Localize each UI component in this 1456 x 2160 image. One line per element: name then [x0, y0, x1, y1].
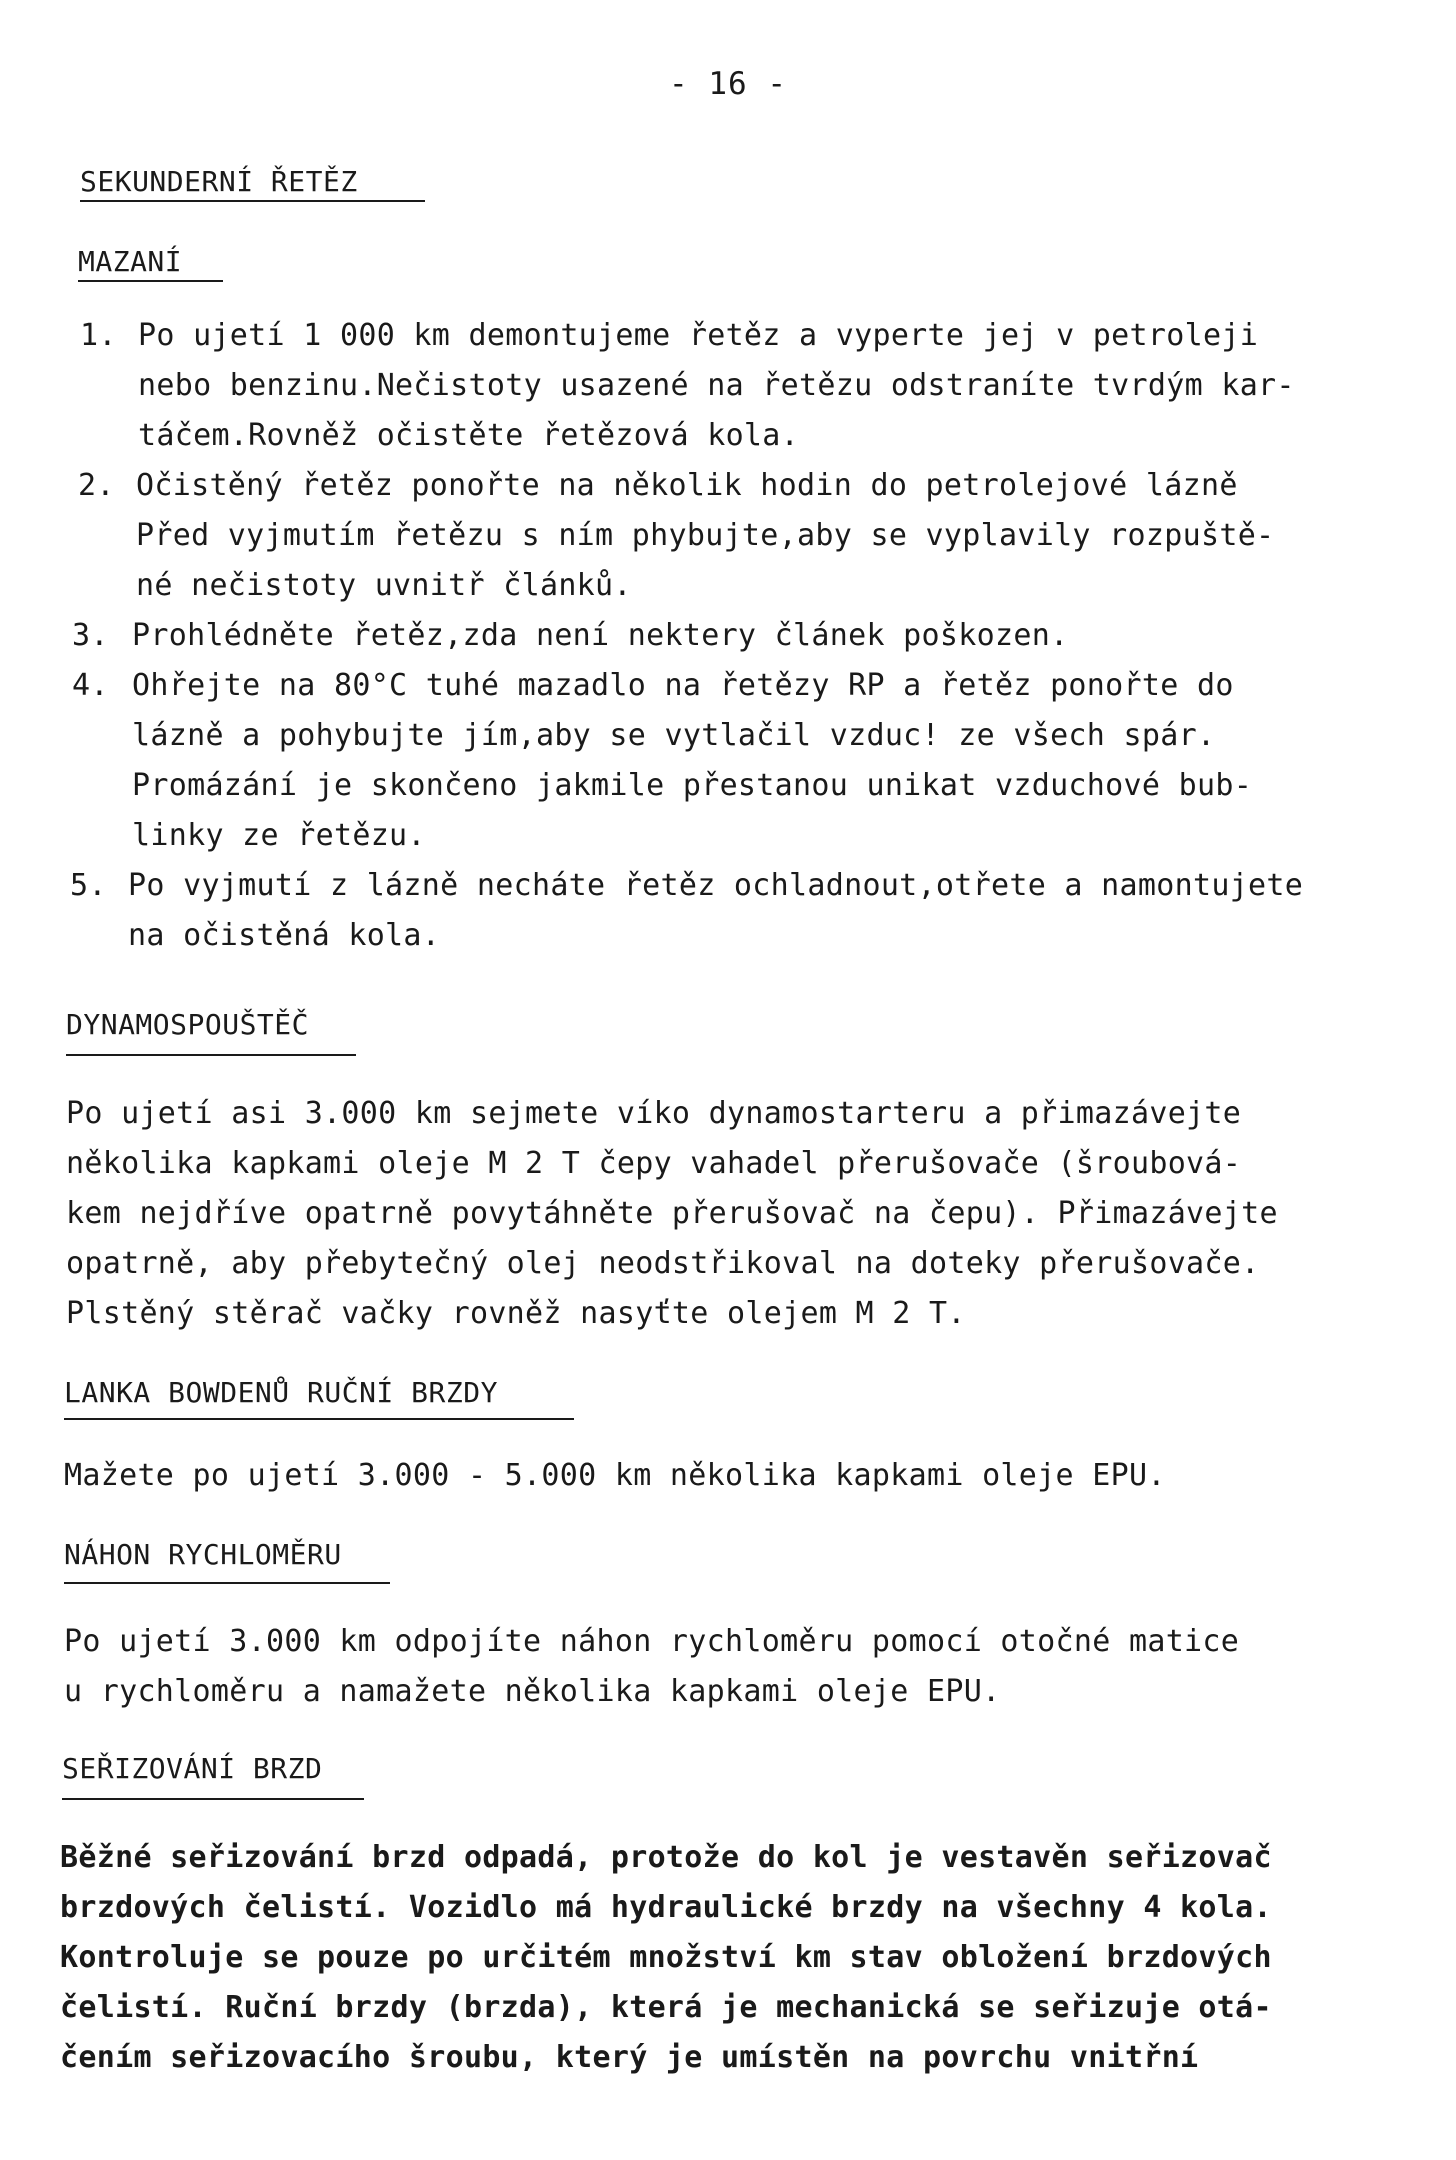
heading-underline	[64, 1418, 574, 1420]
paragraph-line: u rychloměru a namažete několika kapkami oleje EPU.	[64, 1674, 1001, 1709]
paragraph-line: Běžné seřizování brzd odpadá, protože do kol je vestavěn seřizovač	[60, 1840, 1272, 1875]
list-item-number: 1.	[80, 318, 117, 353]
paragraph-line: opatrně, aby přebytečný olej neodstřikoval na doteky přerušovače.	[66, 1246, 1260, 1281]
paragraph-line: Kontroluje se pouze po určitém množství km stav obložení brzdových	[60, 1940, 1272, 1975]
list-item-line: nebo benzinu.Nečistoty usazené na řetězu odstraníte tvrdým kar-	[138, 368, 1295, 403]
section-heading-nahon-rychlomeru: NÁHON RYCHLOMĚRU	[64, 1538, 342, 1571]
heading-underline	[78, 280, 223, 282]
section-heading-serizovani-brzd: SEŘIZOVÁNÍ BRZD	[62, 1752, 323, 1785]
list-item-line: Promázání je skončeno jakmile přestanou unikat vzduchové bub-	[132, 768, 1253, 803]
list-item-line: linky ze řetězu.	[132, 818, 426, 853]
list-item-number: 5.	[70, 868, 107, 903]
heading-underline	[66, 1054, 356, 1056]
list-item-line: Ohřejte na 80°C tuhé mazadlo na řetězy RP a řetěz ponořte do	[132, 668, 1234, 703]
paragraph-line: kem nejdříve opatrně povytáhněte přerušovač na čepu). Přimazávejte	[66, 1196, 1278, 1231]
list-item-number: 4.	[72, 668, 109, 703]
list-item-line: Po ujetí 1 000 km demontujeme řetěz a vyperte jej v petroleji	[138, 318, 1259, 353]
paragraph-line: Mažete po ujetí 3.000 - 5.000 km několika kapkami oleje EPU.	[64, 1458, 1166, 1493]
list-item-line: lázně a pohybujte jím,aby se vytlačil vzduc! ze všech spár.	[132, 718, 1216, 753]
paragraph-line: Po ujetí asi 3.000 km sejmete víko dynamostarteru a přimazávejte	[66, 1096, 1242, 1131]
section-heading-mazani: MAZANÍ	[78, 245, 183, 278]
paragraph-line: čením seřizovacího šroubu, který je umístěn na povrchu vnitřní	[60, 2040, 1199, 2075]
heading-underline	[62, 1798, 364, 1800]
list-item-line: Prohlédněte řetěz,zda není nektery článek poškozen.	[132, 618, 1069, 653]
heading-underline	[80, 200, 425, 202]
section-heading-dynamospoustec: DYNAMOSPOUŠTĚČ	[66, 1008, 310, 1041]
list-item-line: Po vyjmutí z lázně necháte řetěz ochladnout,otřete a namontujete	[128, 868, 1304, 903]
list-item-number: 2.	[78, 468, 115, 503]
list-item-line: na očistěná kola.	[128, 918, 441, 953]
paragraph-line: Plstěný stěrač vačky rovněž nasyťte olejem M 2 T.	[66, 1296, 966, 1331]
paragraph-line: několika kapkami oleje M 2 T čepy vahadel přerušovače (šroubová-	[66, 1146, 1242, 1181]
section-heading-sekunderni-retez: SEKUNDERNÍ ŘETĚZ	[80, 165, 358, 198]
list-item-line: né nečistoty uvnitř článků.	[136, 568, 632, 603]
page-number: - 16 -	[669, 66, 787, 102]
paragraph-line: Po ujetí 3.000 km odpojíte náhon rychloměru pomocí otočné matice	[64, 1624, 1240, 1659]
paragraph-line: brzdových čelistí. Vozidlo má hydraulické brzdy na všechny 4 kola.	[60, 1890, 1272, 1925]
paragraph-line: čelistí. Ruční brzdy (brzda), která je mechanická se seřizuje otá-	[60, 1990, 1272, 2025]
list-item-number: 3.	[72, 618, 109, 653]
heading-underline	[64, 1582, 390, 1584]
list-item-line: Před vyjmutím řetězu s ním phybujte,aby se vyplavily rozpuště-	[136, 518, 1275, 553]
list-item-line: táčem.Rovněž očistěte řetězová kola.	[138, 418, 800, 453]
section-heading-lanka-bowdenu: LANKA BOWDENŮ RUČNÍ BRZDY	[64, 1376, 498, 1409]
list-item-line: Očistěný řetěz ponořte na několik hodin do petrolejové lázně	[136, 468, 1238, 503]
